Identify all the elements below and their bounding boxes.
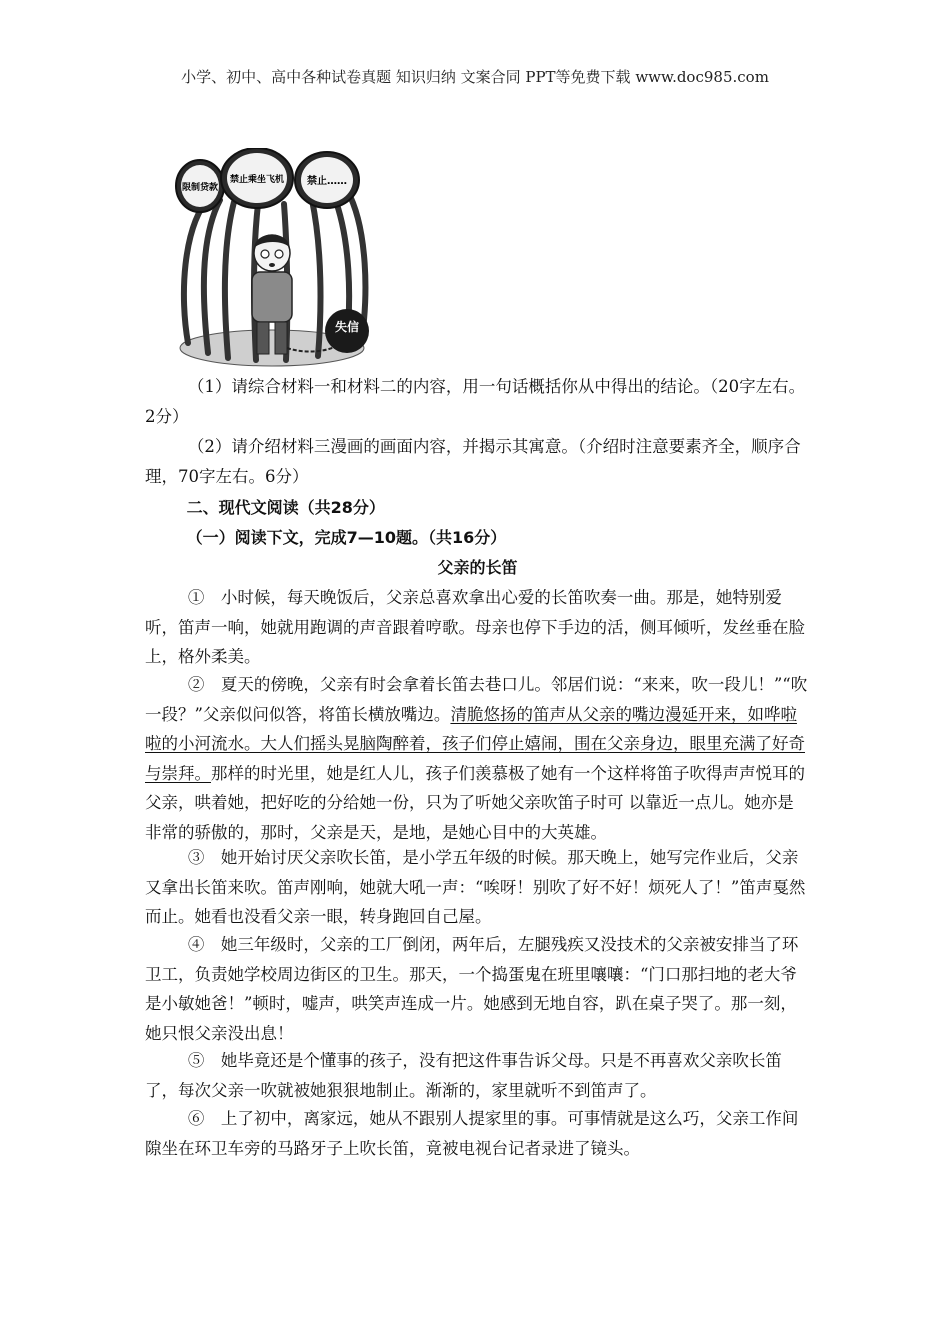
paragraph-2 [145,670,810,847]
ball-label: 失信 [334,320,360,334]
balloon-2-label: 禁止乘坐飞机 [229,175,285,185]
sub-section-heading: （一）阅读下文，完成7—10题。（共16分） [186,528,507,547]
question-1: （1）请综合材料一和材料二的内容，用一句话概括你从中得出的结论。（20字左右。2分） [145,377,806,426]
question-2: （2）请介绍材料三漫画的画面内容，并揭示其寓意。（介绍时注意要素齐全，顺序合理，70字左右。6分） [145,437,801,486]
paragraph-4: ④ 她三年级时，父亲的工厂倒闭，两年后，左腿残疾又没技术的父亲被安排当了环卫工，负责她学校周边街区的卫生。那天，一个捣蛋鬼在班里嚷嚷：“门口那扫地的老大爷是小敏她爸！”顿时，嘘声，哄笑声连成一片。她感到无地自容，趴在桌子哭了。那一刻，她只恨父亲没出息！ [145,935,799,1043]
balloon-3 [295,152,359,208]
balloon-1-label: 限制贷款 [181,183,219,193]
paragraph-2-underlined: 清脆悠扬的笛声从父亲的嘴边漫延开来，如哗啦啦的小河流水。大人们摇头晃脑陶醉着，孩子们停止嬉闹，围在父亲身边，眼里充满了好奇与崇拜。 [145,704,805,783]
paragraph-2-text-a: ② 夏天的傍晚，父亲有时会拿着长笛去巷口儿。邻居们说：“来来，吹一段儿！”“吹一段？”父亲似问似答，将笛长横放嘴边。 [145,675,808,724]
paragraph-2-text-b: 那样的时光里，她是红人儿，孩子们羡慕极了她有一个这样将笛子吹得声声悦耳的父亲，哄着她，把好吃的分给她一份，只为了听她父亲吹笛子时可 以靠近一点儿。她亦是非常的骄傲的，那时，父亲是天，是地，是她心目中的大英雄。 [145,763,805,842]
paragraph-1: ① 小时候，每天晚饭后，父亲总喜欢拿出心爱的长笛吹奏一曲。那是，她特别爱听，笛声一响，她就用跑调的声音跟着哼歌。母亲也停下手边的活，侧耳倾听，发丝垂在脸上，格外柔美。 [145,588,805,666]
paragraph-5: ⑤ 她毕竟还是个懂事的孩子，没有把这件事告诉父母。只是不再喜欢父亲吹长笛了，每次父亲一吹就被她狠狠地制止。渐渐的，家里就听不到笛声了。 [145,1051,782,1100]
section-heading: 二、现代文阅读（共28分） [186,498,385,517]
cartoon-illustration [172,148,372,370]
page-header: 小学、初中、高中各种试卷真题 知识归纳 文案合同 PPT等免费下载 www.doc985.com [181,68,769,86]
balloon-2 [221,148,293,208]
balloon-1 [176,160,224,212]
paragraph-6: ⑥ 上了初中，离家远，她从不跟别人提家里的事。可事情就是这么巧，父亲工作间隙坐在环卫车旁的马路牙子上吹长笛，竟被电视台记者录进了镜头。 [145,1109,799,1158]
balloon-3-label: 禁止…… [307,176,347,187]
article-title: 父亲的长笛 [437,558,518,577]
paragraph-3: ③ 她开始讨厌父亲吹长笛，是小学五年级的时候。那天晚上，她写完作业后，父亲又拿出长笛来吹。笛声刚响，她就大吼一声：“唉呀！别吹了好不好！烦死人了！”笛声戛然而止。她看也没看父亲一眼，转身跑回自己屋。 [145,848,806,926]
